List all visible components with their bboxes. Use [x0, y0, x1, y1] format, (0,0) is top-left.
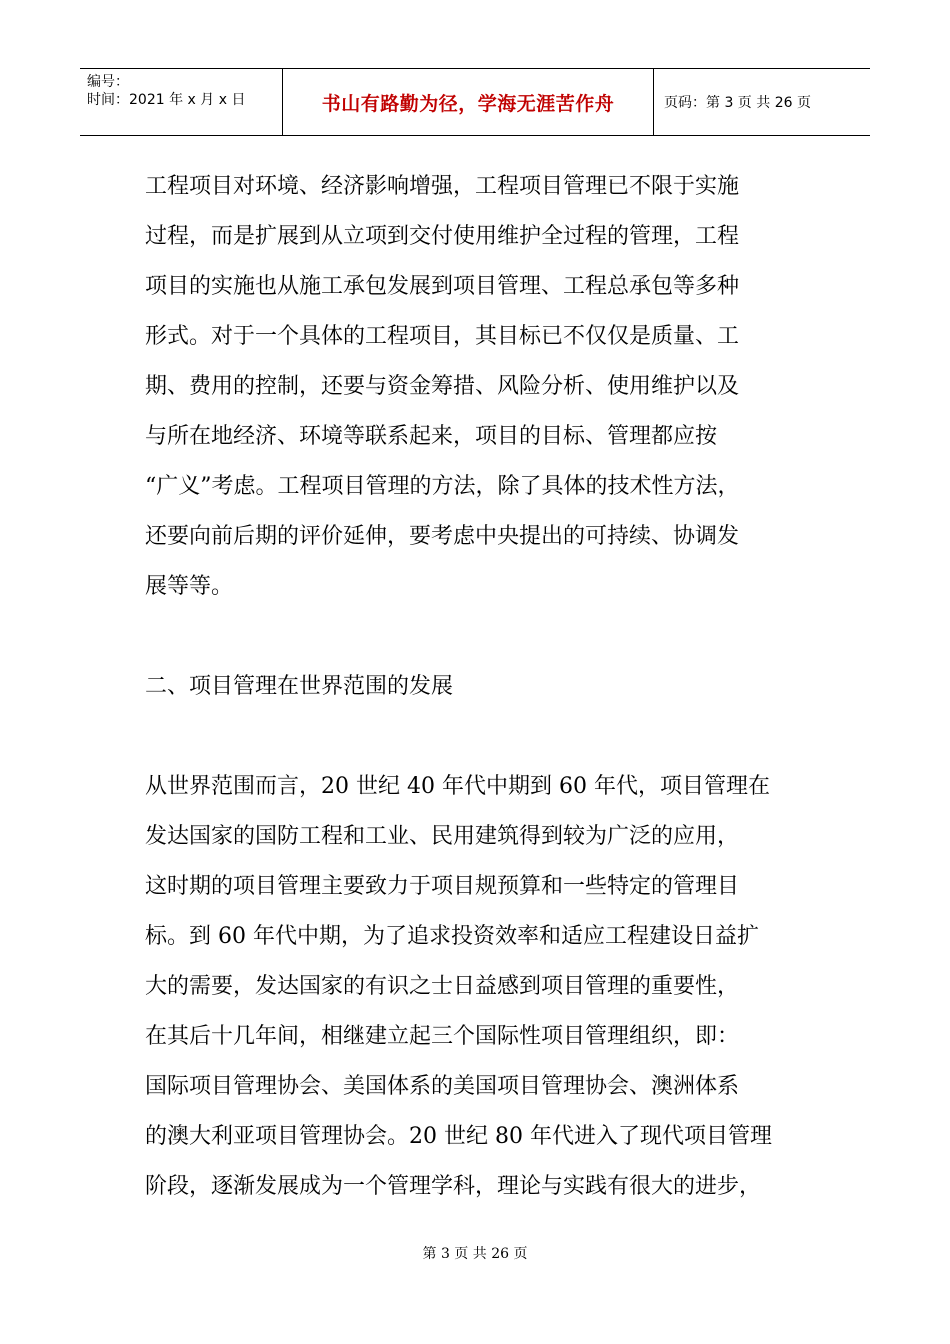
- text-line: 过程，而是扩展到从立项到交付使用维护全过程的管理，工程: [145, 224, 740, 249]
- paragraph-1: [145, 162, 825, 612]
- text-line: 展等等。: [145, 574, 234, 599]
- document-date: 时间：2021 年 x 月 x 日: [87, 92, 246, 108]
- text-line: 阶段，逐渐发展成为一个管理学科，理论与实践有很大的进步，: [145, 1174, 762, 1199]
- text-line: 在其后十几年间，相继建立起三个国际性项目管理组织，即：: [145, 1024, 740, 1049]
- text-line: 的澳大利亚项目管理协会。20 世纪 80 年代进入了现代项目管理: [145, 1124, 772, 1149]
- text-line: 大的需要，发达国家的有识之士日益感到项目管理的重要性，: [145, 974, 740, 999]
- header-page-info: 页码：第 3 页 共 26 页: [664, 95, 811, 111]
- header-page-info-cell: [654, 69, 870, 135]
- text-line: 国际项目管理协会、美国体系的美国项目管理协会、澳洲体系: [145, 1074, 740, 1099]
- header-motto-cell: [283, 69, 654, 135]
- paragraph-spacer: [145, 712, 825, 762]
- text-line: 期、费用的控制，还要与资金筹措、风险分析、使用维护以及: [145, 374, 740, 399]
- text-line: 这时期的项目管理主要致力于项目规预算和一些特定的管理目: [145, 874, 740, 899]
- text-line: 还要向前后期的评价延伸，要考虑中央提出的可持续、协调发: [145, 524, 740, 549]
- paragraph-2: [145, 762, 825, 1212]
- footer-page-number: 第 3 页 共 26 页: [422, 1246, 528, 1262]
- document-body: [145, 162, 825, 1212]
- text-line: 项目的实施也从施工承包发展到项目管理、工程总承包等多种: [145, 274, 740, 299]
- text-line: 从世界范围而言，20 世纪 40 年代中期到 60 年代，项目管理在: [145, 774, 770, 799]
- text-line: “广义”考虑。工程项目管理的方法，除了具体的技术性方法，: [145, 474, 740, 499]
- header-meta: [80, 69, 283, 135]
- text-line: 与所在地经济、环境等联系起来，项目的目标、管理都应按: [145, 424, 718, 449]
- text-line: 发达国家的国防工程和工业、民用建筑得到较为广泛的应用，: [145, 824, 740, 849]
- header-motto: 书山有路勤为径，学海无涯苦作舟: [321, 92, 615, 115]
- page-header: [80, 68, 870, 136]
- section-heading: 二、项目管理在世界范围的发展: [145, 674, 454, 699]
- text-line: 形式。对于一个具体的工程项目，其目标已不仅仅是质量、工: [145, 324, 740, 349]
- paragraph-spacer: [145, 612, 825, 662]
- text-line: 标。到 60 年代中期，为了追求投资效率和适应工程建设日益扩: [145, 924, 759, 949]
- text-line: 工程项目对环境、经济影响增强，工程项目管理已不限于实施: [145, 174, 740, 199]
- document-number-label: 编号：: [87, 74, 129, 90]
- page-footer: [0, 1243, 950, 1263]
